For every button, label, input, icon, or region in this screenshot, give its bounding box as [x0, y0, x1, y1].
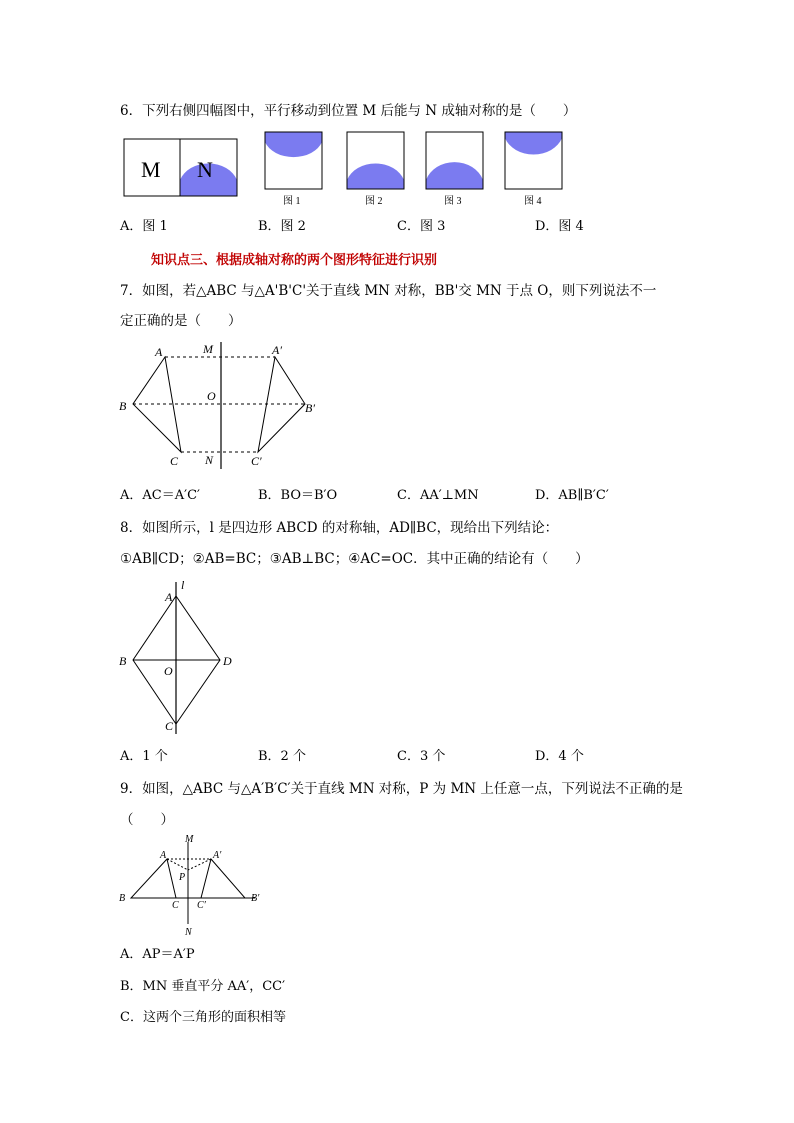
figure-point-label: A′: [213, 850, 222, 861]
q6-fig4-label: 图 4: [524, 196, 542, 207]
q8-figure: [115, 578, 245, 738]
q7-option-b: B．BO＝B′O: [258, 488, 338, 503]
figure-point-label: O: [207, 389, 216, 403]
q6-fig1-label: 图 1: [283, 196, 301, 207]
figure-point-label: A′: [272, 343, 282, 357]
figure-point-label: B′: [251, 893, 260, 904]
figure-point-label: C′: [251, 454, 262, 468]
q8-option-a: A．1 个: [120, 749, 168, 764]
figure-point-label: B′: [305, 401, 315, 415]
q6-option-b: B．图 2: [258, 219, 306, 234]
figure-point-label: D: [223, 654, 232, 668]
figure-point-label: P: [179, 872, 186, 883]
q7-text-line1: 7．如图，若△ABC 与△A'B'C'关于直线 MN 对称，BB'交 MN 于点 O，则下列说法不一: [120, 283, 657, 299]
q9-option-c: C．这两个三角形的面积相等: [120, 1010, 286, 1025]
q6-fig1: [265, 132, 322, 207]
figure-point-label: A: [160, 850, 167, 861]
q6-figures: [118, 128, 568, 212]
figure-point-label: O: [164, 664, 173, 678]
figure-point-label: B: [119, 399, 127, 413]
figure-point-label: B: [119, 893, 126, 904]
q7-figure: [115, 338, 330, 473]
figure-point-label: N: [205, 453, 214, 467]
q6-label-n: N: [197, 157, 213, 182]
q6-option-a: A．图 1: [120, 219, 168, 234]
q6-option-c: C．图 3: [397, 219, 446, 234]
q6-label-m: M: [141, 157, 161, 182]
q8-option-b: B．2 个: [258, 749, 306, 764]
figure-point-label: A: [165, 590, 173, 604]
figure-point-label: A: [155, 345, 163, 359]
q9-text-line2: （ ）: [120, 812, 174, 828]
figure-point-label: B: [119, 654, 127, 668]
q6-mn-figure: [124, 139, 237, 196]
q7-option-a: A．AC＝A′C′: [120, 488, 200, 503]
q8-text-line2: ①AB∥CD；②AB=BC；③AB⊥BC；④AC=OC．其中正确的结论有（ ）: [120, 551, 589, 567]
q8-option-c: C．3 个: [397, 749, 446, 764]
q9-option-b: B．MN 垂直平分 AA′，CC′: [120, 979, 286, 994]
q9-text-line1: 9．如图，△ABC 与△A′B′C′关于直线 MN 对称，P 为 MN 上任意一点，下列说法不正确的是: [120, 781, 683, 797]
figure-point-label: C′: [197, 900, 206, 911]
figure-point-label: C: [170, 454, 179, 468]
q9-figure: [115, 832, 275, 940]
q6-fig3-label: 图 3: [444, 196, 462, 207]
figure-point-label: C: [165, 719, 174, 733]
q6-text: 6．下列右侧四幅图中，平行移动到位置 M 后能与 N 成轴对称的是（ ）: [120, 103, 577, 119]
q6-fig2: [347, 132, 404, 207]
q6-fig3: [426, 132, 483, 207]
q7-text-line2: 定正确的是（ ）: [120, 313, 242, 329]
q8-text-line1: 8．如图所示，l 是四边形 ABCD 的对称轴，AD∥BC，现给出下列结论：: [120, 520, 559, 536]
q6-option-d: D．图 4: [535, 219, 584, 234]
q8-option-d: D．4 个: [535, 749, 584, 764]
q7-option-c: C．AA′⊥MN: [397, 488, 479, 503]
q9-option-a: A．AP＝A′P: [120, 947, 195, 962]
figure-point-label: M: [203, 342, 213, 356]
figure-point-label: M: [185, 834, 194, 845]
figure-point-label: N: [185, 927, 192, 938]
section-heading: 知识点三、根据成轴对称的两个图形特征进行识别: [151, 253, 438, 268]
figure-point-label: C: [172, 900, 179, 911]
q6-fig4: [505, 132, 562, 207]
q6-fig2-label: 图 2: [365, 196, 383, 207]
q7-option-d: D．AB∥B′C′: [535, 488, 609, 503]
figure-point-label: l: [181, 578, 185, 592]
